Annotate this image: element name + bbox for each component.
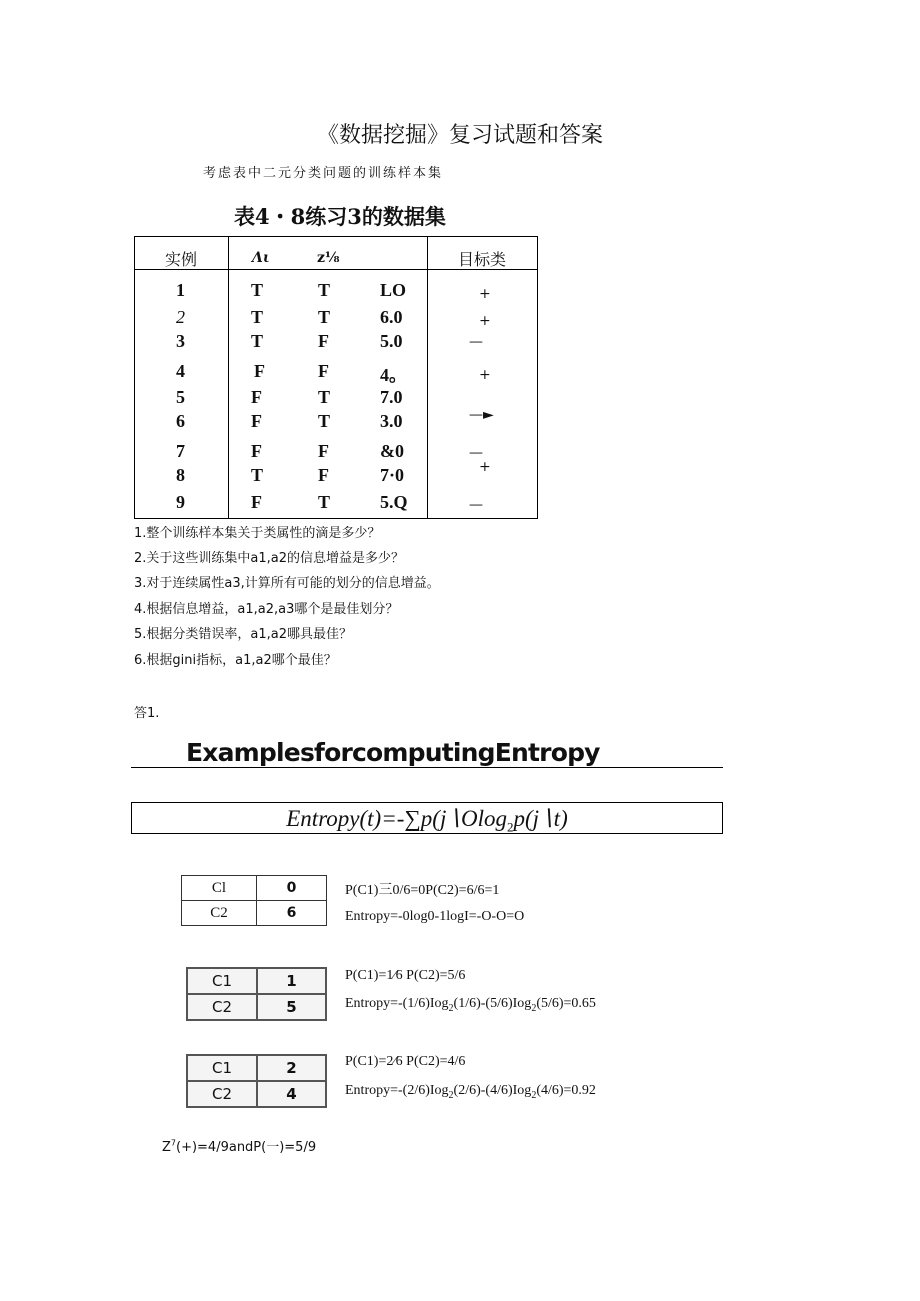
log-base: 2 (448, 1089, 454, 1101)
count-table (181, 875, 327, 926)
page-title: 《数据挖掘》复习试题和答案 (316, 123, 603, 148)
table-cell-class: + (479, 459, 491, 475)
question-2: 2.关于这些训练集中a1,a2的信息增益是多少？ (134, 551, 405, 566)
class-label: C2 (182, 901, 257, 926)
table-cell-a2: T (318, 387, 331, 407)
table-cell-a2: T (318, 280, 331, 300)
question-4: 4.根据信息增益，a1,a2,a3哪个是最佳划分？ (134, 602, 399, 617)
class-label: C1 (187, 968, 257, 994)
formula-part: p(j∖t) (513, 806, 568, 831)
class-count: 0 (257, 876, 327, 901)
table-cell-a2: T (318, 411, 331, 431)
table-cell-a3: 4。 (380, 365, 407, 385)
entropy-part: (1/6)-(5/6)Iog (453, 996, 532, 1011)
class-label: C2 (187, 994, 257, 1020)
question-6: 6.根据gini指标，a1,a2哪个最佳？ (134, 653, 337, 668)
answer-label: 答1. (134, 706, 160, 721)
table-cell-a1: F (251, 387, 262, 407)
dataset-table (134, 236, 538, 519)
last-part: Z (162, 1140, 171, 1155)
table-cell-id: 4 (176, 361, 185, 381)
table-cell-a1: T (251, 331, 264, 351)
last-superscript: 7 (170, 1138, 176, 1148)
table-cell-id: 6 (176, 411, 185, 431)
table-cell-id: 5 (176, 387, 185, 407)
class-count: 5 (257, 994, 326, 1020)
log-base: 2 (531, 1089, 537, 1101)
table-cell-id: 3 (176, 331, 185, 351)
table-cell-class: — (469, 497, 483, 513)
table-cell-a3: 7.0 (380, 387, 403, 407)
table-cell-class: — (469, 445, 483, 461)
table-cell-id: 8 (176, 465, 185, 485)
table-cell-a1: F (254, 361, 265, 381)
probability-line: P(C1)=1⁄6 P(C2)=5/6 (345, 968, 466, 983)
column-divider (228, 237, 229, 518)
title-underline (131, 767, 723, 768)
entropy-line: Entropy=-0log0-1logI=-O-O=O (345, 909, 525, 924)
probability-line: P(C1)三0/6=0P(C2)=6/6=1 (345, 883, 500, 898)
formula-part: Entropy(t)=-∑p(j∖Olog (286, 806, 507, 831)
question-5: 5.根据分类错误率，a1,a2哪具最佳？ (134, 627, 353, 642)
example-title: ExamplesforcomputingEntropy (186, 738, 600, 767)
table-cell-a3: 5.0 (380, 331, 403, 351)
table-cell-a1: T (251, 280, 264, 300)
table-cell-a2: F (318, 441, 329, 461)
table-cell-a1: F (251, 411, 262, 431)
class-count: 1 (257, 968, 326, 994)
question-1: 1.整个训练样本集关于类属性的滴是多少？ (134, 526, 381, 541)
entropy-line (345, 996, 596, 1014)
table-cell-id: 1 (176, 280, 185, 300)
class-label: C1 (187, 1055, 257, 1081)
table-cell-id: 9 (176, 492, 185, 512)
table-cell-a2: F (318, 361, 329, 381)
class-label: Cl (182, 876, 257, 901)
table-cell-a3: LO (380, 280, 407, 300)
entropy-part: (5/6)=0.65 (536, 996, 596, 1011)
entropy-formula (131, 802, 723, 834)
entropy-line (345, 1083, 596, 1101)
table-caption: 表4・8练习3的数据集 (234, 204, 446, 229)
table-cell-id: 2 (176, 307, 185, 327)
log-base: 2 (531, 1002, 537, 1014)
table-cell-a1: T (251, 307, 264, 327)
table-cell-a2: T (318, 307, 331, 327)
question-3: 3.对于连续属性a3,计算所有可能的划分的信息增益。 (134, 576, 440, 591)
class-count: 6 (257, 901, 327, 926)
table-cell-a2: F (318, 331, 329, 351)
header-a1: Λι (252, 250, 270, 266)
table-cell-class: + (479, 367, 491, 383)
table-cell-class: + (479, 313, 491, 329)
table-cell-a3: 5.Q (380, 492, 408, 512)
class-count: 2 (257, 1055, 326, 1081)
header-target-class: 目标类 (458, 250, 507, 269)
entropy-part: (2/6)-(4/6)Iog (453, 1083, 532, 1098)
class-count: 4 (257, 1081, 326, 1107)
table-cell-a3: 3.0 (380, 411, 403, 431)
entropy-part: Entropy=-(1/6)Iog (345, 996, 449, 1011)
table-cell-a2: T (318, 492, 331, 512)
count-table (186, 967, 327, 1021)
entropy-part: (4/6)=0.92 (536, 1083, 596, 1098)
table-cell-a3: 7·0 (380, 465, 405, 485)
table-cell-a1: T (251, 465, 264, 485)
probability-line: P(C1)=2⁄6 P(C2)=4/6 (345, 1054, 466, 1069)
table-cell-a3: &0 (380, 441, 404, 461)
table-cell-a2: F (318, 465, 329, 485)
table-cell-class: + (479, 286, 491, 302)
table-cell-class: —► (469, 407, 494, 423)
header-instance: 实例 (165, 250, 198, 269)
entropy-part: Entropy=-(2/6)Iog (345, 1083, 449, 1098)
class-label: C2 (187, 1081, 257, 1107)
last-part: (+)=4/9andP(一)=5/9 (176, 1140, 317, 1155)
table-cell-a3: 6.0 (380, 307, 403, 327)
intro-text: 考虑表中二元分类问题的训练样本集 (203, 166, 444, 181)
count-table (186, 1054, 327, 1108)
table-cell-class: — (469, 334, 483, 350)
log-base: 2 (448, 1002, 454, 1014)
table-cell-id: 7 (176, 441, 185, 461)
table-cell-a1: F (251, 492, 262, 512)
formula-subscript: 2 (506, 819, 514, 835)
table-cell-a1: F (251, 441, 262, 461)
class-probability-line (162, 1136, 316, 1155)
header-a2: z⅛ (317, 250, 340, 266)
column-divider (427, 237, 428, 518)
